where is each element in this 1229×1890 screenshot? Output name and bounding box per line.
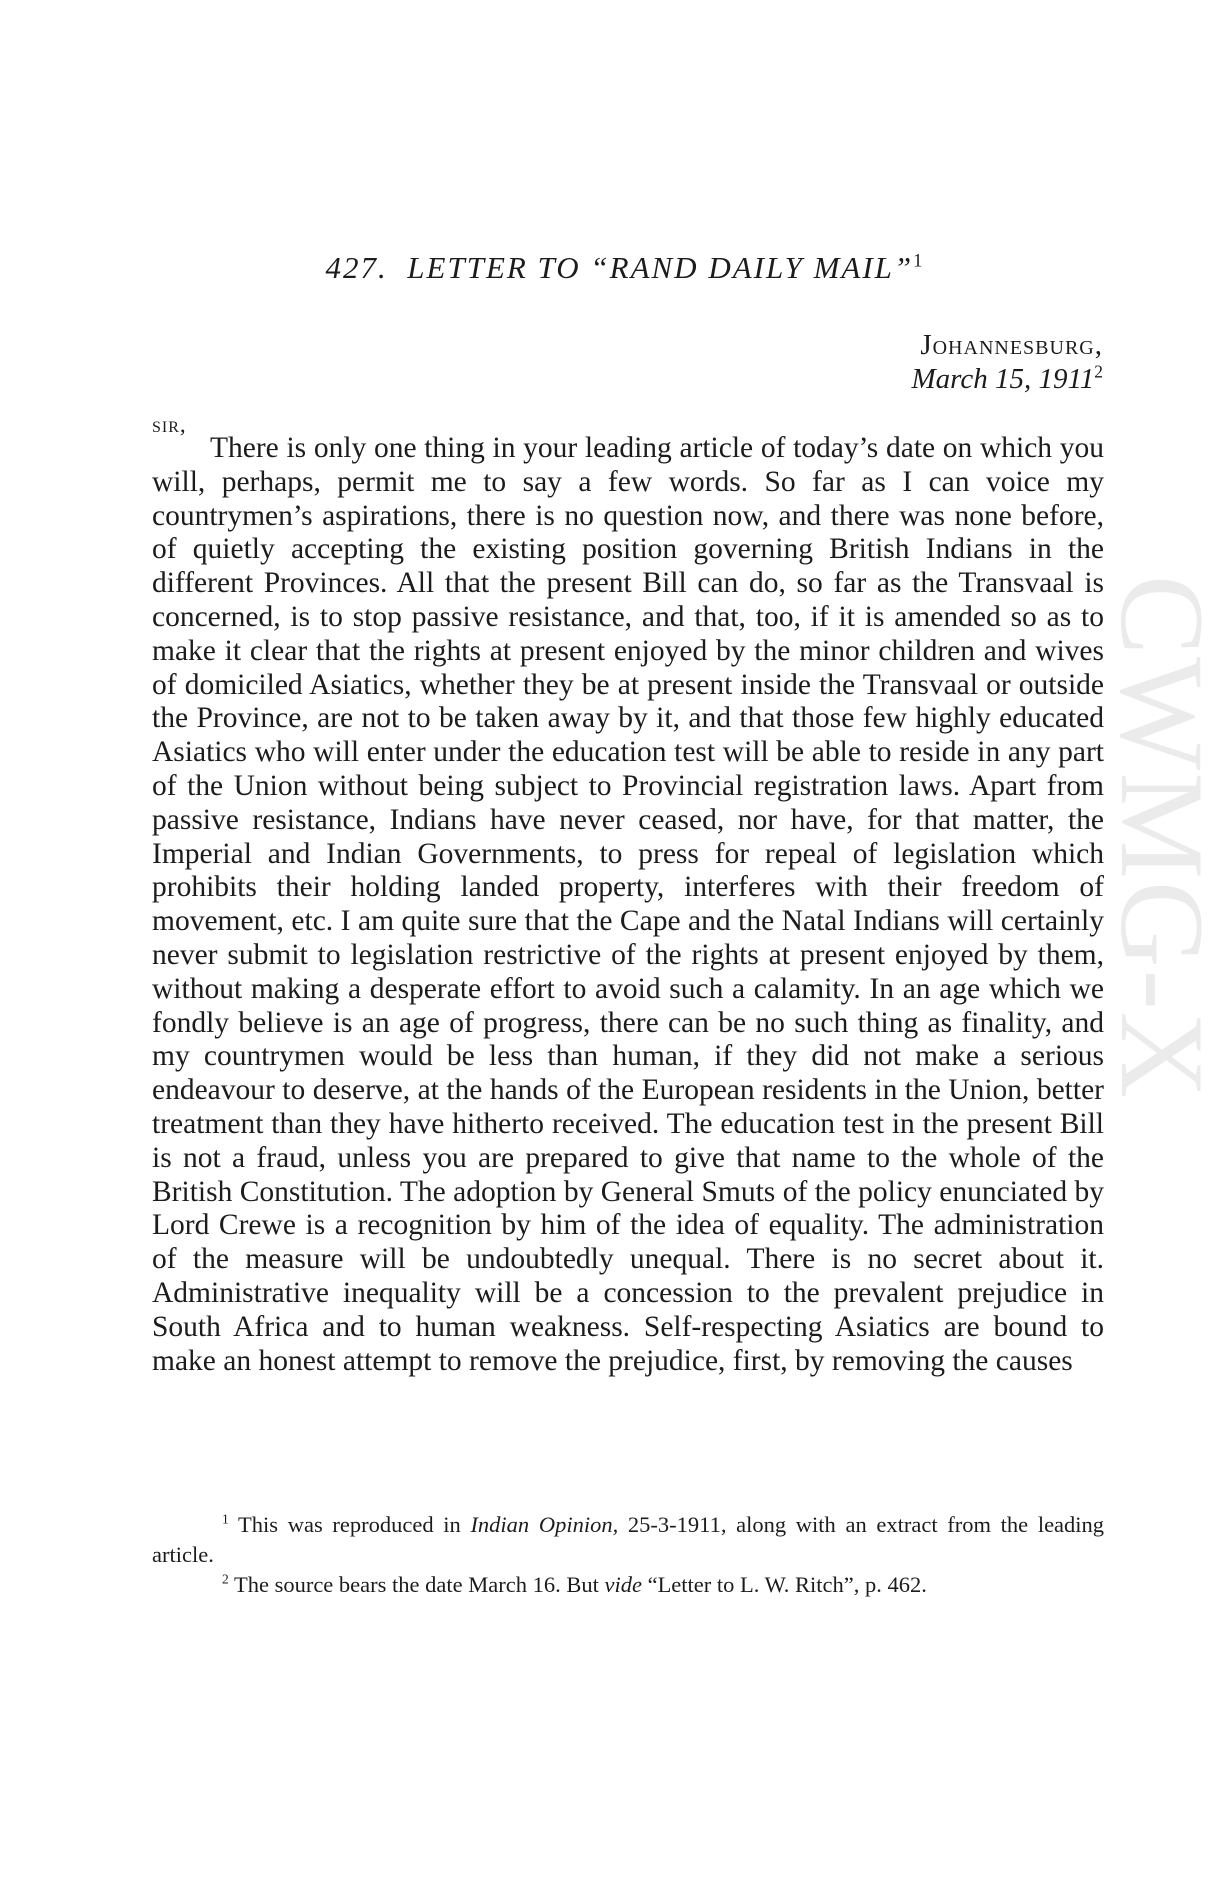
- letter-date-line: [911, 362, 1103, 396]
- letter-body: There is only one thing in your leading article of today’s date on which you will, perhaps, permit me to say a few words. So far as I can voice my countrymen’s aspirations, there is no question now, and there was none before, of quietly accepting the existing position governing British Indians in the different Provinces. All that the present Bill can do, so far as the Transvaal is concerned, is to stop passive resistance, and that, too, if it is amended so as to make it clear that the rights at present enjoyed by the minor children and wives of domiciled Asiatics, whether they be at present inside the Transvaal or outside the Province, are not to be taken away by it, and that those few highly educated Asiatics who will enter under the education test will be able to reside in any part of the Union without being subject to Provincial registration laws. Apart from passive resistance, Indians have never ceased, nor have, for that matter, the Imperial and Indian Governments, to press for repeal of legislation which prohibits their holding landed property, interferes with their freedom of movement, etc. I am quite sure that the Cape and the Natal Indians will certainly never submit to legislation restrictive of the rights at present enjoyed by them, without making a desperate effort to avoid such a calamity. In an age which we fondly believe is an age of progress, there can be no such thing as finality, and my countrymen would be less than human, if they did not make a serious endeavour to deserve, at the hands of the European residents in the Union, better treatment than they have hitherto received. The education test in the present Bill is not a fraud, unless you are prepared to give that name to the whole of the British Constitution. The adoption by General Smuts of the policy enunciated by Lord Crewe is a recognition by him of the idea of equality. The administration of the measure will be undoubtedly unequal. There is no secret about it. Administrative inequality will be a concession to the prevalent prejudice in South Africa and to human weakness. Self-respecting Asiatics are bound to make an honest attempt to remove the prejudice, first, by removing the causes: [152, 432, 1104, 1377]
- letter-heading: [150, 248, 1100, 288]
- footnote-text: “Letter to L. W. Ritch”, p. 462.: [647, 1572, 927, 1597]
- footnote-ref: 2: [222, 1571, 229, 1587]
- footnote-text: This was reproduced in: [238, 1512, 461, 1537]
- heading-title: LETTER TO “RAND DAILY MAIL”: [407, 250, 914, 285]
- footnote-text: 25-3-1911, along with an extract from the leading article.: [152, 1512, 1105, 1567]
- letter-place: Johannesburg,: [920, 329, 1103, 361]
- watermark: CWMG-X: [1096, 575, 1229, 1101]
- footnote-italic: vide: [604, 1572, 642, 1597]
- heading-number: 427.: [325, 250, 388, 285]
- letter-date: March 15, 1911: [911, 363, 1095, 395]
- footnote-italic: Indian Opinion,: [470, 1512, 619, 1537]
- footnote-text: The source bears the date March 16. But: [233, 1572, 599, 1597]
- footnote-ref: 1: [222, 1511, 229, 1527]
- footnote-1: [152, 1510, 1104, 1570]
- salutation: sir,: [152, 412, 187, 437]
- footnote-2: [152, 1570, 1104, 1600]
- heading-footnote-ref: 1: [913, 250, 925, 272]
- footnotes: [152, 1510, 1104, 1600]
- date-footnote-ref: 2: [1094, 361, 1103, 382]
